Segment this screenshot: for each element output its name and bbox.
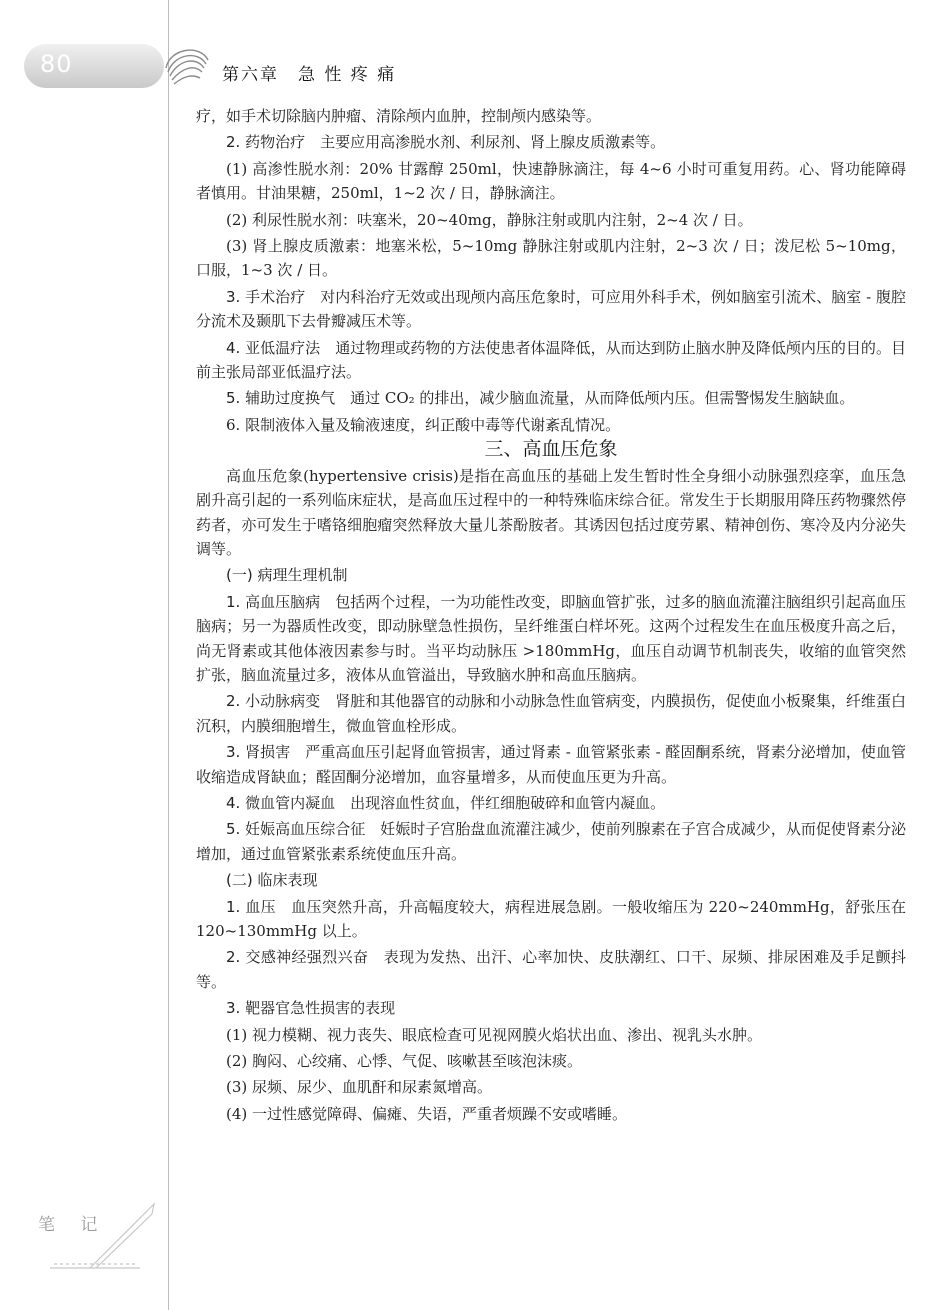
paragraph-label: 5. 妊娠高血压综合征 (226, 820, 366, 839)
page-body (196, 102, 906, 1126)
body-paragraph (196, 895, 906, 944)
paragraph-text: (4) 一过性感觉障碍、偏瘫、失语，严重者烦躁不安或嗜睡。 (226, 1104, 628, 1123)
margin-rule (168, 0, 169, 1310)
paragraph-text: 血压突然升高，升高幅度较大，病程进展急剧。一般收缩压为 220~240mmHg，舒张压在 120~130mmHg 以上。 (196, 897, 906, 940)
body-paragraph (196, 791, 906, 815)
paragraph-text: 表现为发热、出汗、心率加快、皮肤潮红、口干、尿频、排尿困难及手足颤抖等。 (196, 948, 906, 991)
paragraph-label: 4. 亚低温疗法 (226, 338, 321, 357)
body-paragraph (196, 590, 906, 688)
body-paragraph (196, 157, 906, 206)
paragraph-text: (3) 肾上腺皮质激素：地塞米松，5~10mg 静脉注射或肌内注射，2~3 次 / 日；泼尼松 5~10mg，口服，1~3 次 / 日。 (196, 237, 906, 280)
paragraph-label: 3. 靶器官急性损害的表现 (226, 999, 396, 1018)
paragraph-label: 5. 辅助过度换气 (226, 389, 336, 408)
body-paragraph (196, 208, 906, 232)
paragraph-label: 3. 肾损害 (226, 743, 291, 762)
paragraph-label: 1. 高血压脑病 (226, 592, 321, 611)
subsection-heading-text: (二) 临床表现 (226, 871, 318, 890)
paragraph-text: (1) 视力模糊、视力丧失、眼底检查可见视网膜火焰状出血、渗出、视乳头水肿。 (226, 1025, 763, 1044)
paragraph-text: 疗，如手术切除脑内肿瘤、清除颅内血肿，控制颅内感染等。 (196, 107, 602, 125)
section-heading (196, 437, 906, 461)
chapter-title: 第六章 急 性 疼 痛 (222, 65, 397, 85)
body-paragraph (196, 996, 906, 1020)
subsection-heading (196, 868, 906, 892)
body-paragraph (196, 234, 906, 283)
paragraph-text: 对内科治疗无效或出现颅内高压危象时，可应用外科手术，例如脑室引流术、脑室 - 腹腔分流术及颞肌下去骨瓣减压术等。 (196, 287, 906, 331)
section-heading-text: 三、高血压危象 (484, 438, 618, 461)
paragraph-label: 2. 小动脉病变 (226, 692, 321, 711)
paragraph-text: 妊娠时子宫胎盘血流灌注减少，使前列腺素在子宫合成减少，从而促使肾素分泌增加，通过血管紧张素系统使血压升高。 (196, 820, 906, 863)
paragraph-label: 4. 微血管内凝血 (226, 793, 336, 812)
paragraph-text: (3) 尿频、尿少、血肌酐和尿素氮增高。 (226, 1078, 493, 1097)
body-paragraph (196, 1102, 906, 1126)
body-paragraph (196, 104, 906, 128)
body-paragraph (196, 130, 906, 154)
paragraph-label: 1. 血压 (226, 897, 276, 916)
paragraph-text: (2) 胸闷、心绞痛、心悸、气促、咳嗽甚至咳泡沫痰。 (226, 1052, 583, 1071)
paragraph-text: 6. 限制液体入量及输液速度，纠正酸中毒等代谢紊乱情况。 (226, 415, 621, 434)
body-paragraph (196, 386, 906, 410)
paragraph-text: 出现溶血性贫血，伴红细胞破碎和血管内凝血。 (350, 793, 666, 812)
paragraph-text: 包括两个过程，一为功能性改变，即脑血管扩张，过多的脑血流灌注脑组织引起高血压脑病；另一为器质性改变，即动脉壁急性损伤，呈纤维蛋白样坏死。这两个过程发生在血压极度升高之后，尚无肾素或其他体液因素参与时。当平均动脉压 >180mmHg，血压自动调节机制丧失，收缩的血管突然扩张，脑血流量过多，液体从血管溢出，导致脑水肿和高血压脑病。 (196, 592, 906, 684)
body-paragraph (196, 464, 906, 562)
paragraph-label: 3. 手术治疗 (226, 287, 306, 306)
paragraph-label: 2. 药物治疗 (226, 133, 306, 152)
body-paragraph (196, 1023, 906, 1047)
body-paragraph (196, 817, 906, 866)
body-paragraph (196, 689, 906, 738)
page-number: 80 (40, 50, 73, 78)
body-paragraph (196, 740, 906, 789)
paragraph-label: 2. 交感神经强烈兴奋 (226, 948, 369, 967)
body-paragraph (196, 1049, 906, 1073)
body-paragraph (196, 1075, 906, 1099)
notes-label: 笔 记 (38, 1215, 108, 1235)
paragraph-text: 通过物理或药物的方法使患者体温降低，从而达到防止脑水肿及降低颅内压的目的。目前主张局部亚低温疗法。 (196, 338, 906, 382)
subsection-heading (196, 563, 906, 587)
body-paragraph (196, 945, 906, 994)
body-paragraph (196, 413, 906, 437)
paragraph-text: 通过 CO₂ 的排出，减少脑血流量，从而降低颅内压。但需警惕发生脑缺血。 (350, 389, 855, 408)
body-paragraph (196, 336, 906, 385)
paragraph-text: (1) 高渗性脱水剂：20% 甘露醇 250ml，快速静脉滴注，每 4~6 小时可重复用药。心、肾功能障碍者慎用。甘油果糖，250ml，1~2 次 / 日，静脉滴注。 (196, 159, 906, 203)
paragraph-text: 主要应用高渗脱水剂、利尿剂、肾上腺皮质激素等。 (320, 133, 666, 152)
paragraph-text: 严重高血压引起肾血管损害，通过肾素 - 血管紧张素 - 醛固酮系统，肾素分泌增加，使血管收缩造成肾缺血；醛固酮分泌增加，血容量增多，从而使血压更为升高。 (196, 743, 906, 786)
paragraph-text: (2) 利尿性脱水剂：呋塞米，20~40mg，静脉注射或肌内注射，2~4 次 / 日。 (226, 210, 753, 229)
swirl-ornament-icon (160, 38, 216, 94)
body-paragraph (196, 285, 906, 334)
paragraph-text: 肾脏和其他器官的动脉和小动脉急性血管病变，内膜损伤，促使血小板聚集，纤维蛋白沉积，内膜细胞增生，微血管血栓形成。 (196, 692, 906, 735)
subsection-heading-text: (一) 病理生理机制 (226, 566, 348, 585)
paragraph-text: 高血压危象(hypertensive crisis)是指在高血压的基础上发生暂时性全身细小动脉强烈痉挛，血压急剧升高引起的一系列临床症状，是高血压过程中的一种特殊临床综合征。常发生于长期服用降压药物骤然停药者，亦可发生于嗜铬细胞瘤突然释放大量儿茶酚胺者。其诱因包括过度劳累、精神创伤、寒冷及内分泌失调等。 (196, 466, 906, 558)
